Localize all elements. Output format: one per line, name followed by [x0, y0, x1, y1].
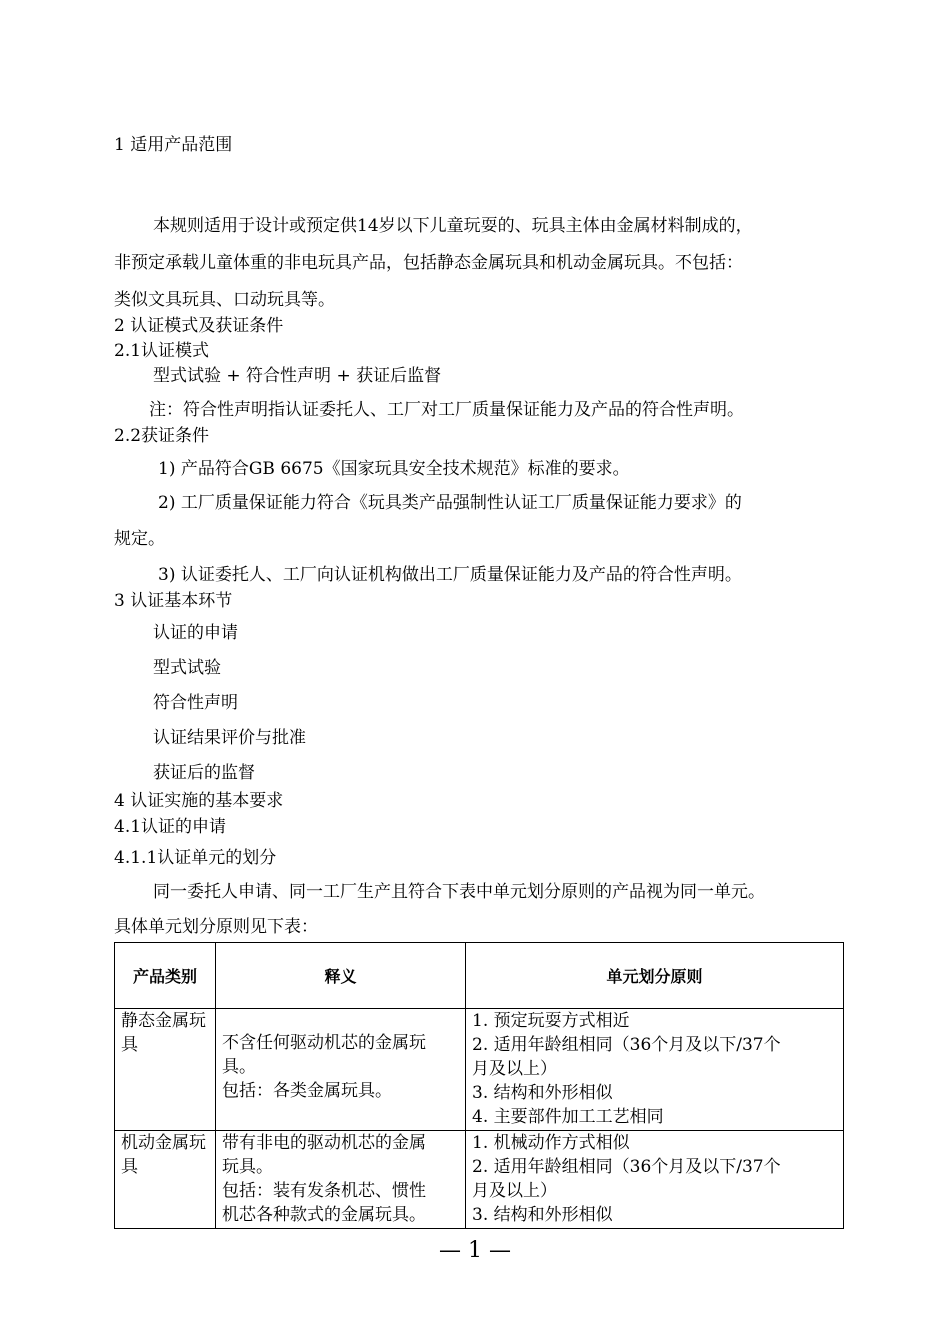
section-4-heading: 4 认证实施的基本要求: [114, 791, 284, 811]
section-4-1-1-heading: 4.1.1认证单元的划分: [114, 848, 277, 868]
unit-division-table: [114, 942, 844, 1229]
unit-paragraph-line-1: 同一委托人申请、同一工厂生产且符合下表中单元划分原则的产品视为同一单元。: [153, 882, 765, 902]
condition-1: 1) 产品符合GB 6675《国家玩具安全技术规范》标准的要求。: [158, 459, 630, 479]
scope-paragraph-line-1: 本规则适用于设计或预定供14岁以下儿童玩耍的、玩具主体由金属材料制成的，: [153, 216, 753, 236]
condition-2-line-2: 规定。: [114, 529, 165, 549]
section-3-heading: 3 认证基本环节: [114, 591, 233, 611]
section-2-heading: 2 认证模式及获证条件: [114, 316, 284, 336]
definition-line: 具。: [222, 1057, 256, 1077]
definition-line: 机芯各种款式的金属玩具。: [222, 1205, 426, 1225]
principle-line: 4. 主要部件加工工艺相同: [472, 1107, 664, 1127]
condition-2-line-1: 2) 工厂质量保证能力符合《玩具类产品强制性认证工厂质量保证能力要求》的: [158, 493, 742, 513]
step-application: 认证的申请: [153, 623, 238, 643]
category-text: 静态金属玩具: [121, 1011, 206, 1055]
principle-line: 1. 预定玩耍方式相近: [472, 1011, 630, 1031]
step-surveillance: 获证后的监督: [153, 763, 255, 783]
unit-paragraph-line-2: 具体单元划分原则见下表：: [114, 917, 318, 937]
definition-line: 包括：各类金属玩具。: [222, 1081, 392, 1101]
condition-3: 3) 认证委托人、工厂向认证机构做出工厂质量保证能力及产品的符合性声明。: [158, 565, 742, 585]
definition-line: 不含任何驱动机芯的金属玩: [222, 1033, 426, 1053]
header-category: 产品类别: [115, 943, 216, 1009]
certification-mode: 型式试验 + 符合性声明 + 获证后监督: [153, 366, 442, 386]
principles-cell: [466, 1009, 844, 1131]
section-4-1-heading: 4.1认证的申请: [114, 817, 227, 837]
step-declaration: 符合性声明: [153, 693, 238, 713]
principles-cell: [466, 1131, 844, 1229]
definition-line: 包括：装有发条机芯、惯性: [222, 1181, 426, 1201]
category-cell: [115, 1009, 216, 1131]
table-row: [115, 1009, 844, 1131]
principle-line: 月及以上）: [472, 1059, 557, 1079]
principle-line: 3. 结构和外形相似: [472, 1083, 613, 1103]
section-2-2-heading: 2.2获证条件: [114, 426, 210, 446]
scope-paragraph-line-2: 非预定承载儿童体重的非电玩具产品，包括静态金属玩具和机动金属玩具。不包括：: [114, 253, 743, 273]
principle-line: 2. 适用年龄组相同（36个月及以下/37个: [472, 1035, 781, 1055]
definition-cell: [216, 1009, 466, 1131]
step-type-test: 型式试验: [153, 658, 221, 678]
table-header-row: [115, 943, 844, 1009]
scope-paragraph-line-3: 类似文具玩具、口动玩具等。: [114, 290, 335, 310]
header-definition: 释义: [216, 943, 466, 1009]
category-cell: [115, 1131, 216, 1229]
header-principles: 单元划分原则: [466, 943, 844, 1009]
section-1-heading: 1 适用产品范围: [114, 135, 233, 155]
principle-line: 月及以上）: [472, 1181, 557, 1201]
definition-line: 带有非电的驱动机芯的金属: [222, 1133, 426, 1153]
table-row: [115, 1131, 844, 1229]
section-2-1-heading: 2.1认证模式: [114, 341, 210, 361]
category-text: 机动金属玩具: [121, 1133, 206, 1177]
principle-line: 2. 适用年龄组相同（36个月及以下/37个: [472, 1157, 781, 1177]
principle-line: 1. 机械动作方式相似: [472, 1133, 630, 1153]
page-number: — 1 —: [439, 1238, 511, 1263]
principle-line: 3. 结构和外形相似: [472, 1205, 613, 1225]
definition-line: 玩具。: [222, 1157, 273, 1177]
mode-note: 注：符合性声明指认证委托人、工厂对工厂质量保证能力及产品的符合性声明。: [149, 400, 744, 420]
definition-cell: [216, 1131, 466, 1229]
step-evaluation: 认证结果评价与批准: [153, 728, 306, 748]
